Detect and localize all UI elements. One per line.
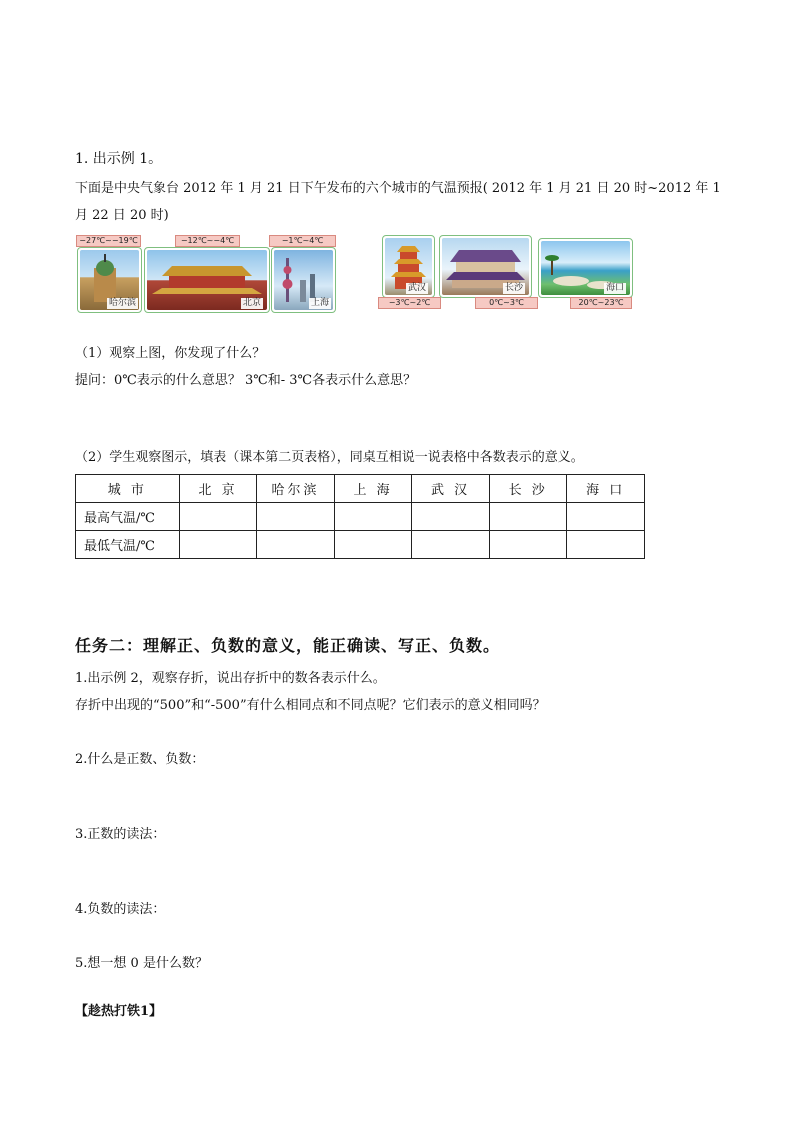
- question-1-prompt: 提问：0℃表示的什么意思？ 3℃和- 3℃各表示什么意思？: [75, 373, 417, 388]
- table-cell[interactable]: [489, 503, 567, 531]
- table-cell[interactable]: [567, 531, 645, 559]
- table-cell[interactable]: [179, 531, 257, 559]
- table-header: 长 沙: [489, 475, 567, 503]
- table-cell[interactable]: [257, 503, 335, 531]
- table-cell[interactable]: [334, 531, 412, 559]
- table-header: 海 口: [567, 475, 645, 503]
- task2-item2: 2.什么是正数、负数：: [75, 752, 205, 767]
- temp-tag: 20℃~23℃: [570, 297, 632, 309]
- city-label: 北京: [242, 298, 261, 308]
- temp-tag: −27℃~−19℃: [76, 235, 141, 247]
- table-header: 上 海: [334, 475, 412, 503]
- city-label: 长沙: [504, 283, 523, 293]
- table-cell[interactable]: [412, 503, 490, 531]
- task2-title: 任务二：理解正、负数的意义，能正确读、写正、负数。: [75, 636, 501, 655]
- question-2: （2）学生观察图示，填表（课本第二页表格），同桌互相说一说表格中各数表示的意义。: [75, 450, 584, 465]
- table-row: [76, 503, 645, 531]
- practice-heading: 【趁热打铁1】: [75, 1004, 163, 1019]
- task2-item1: 1.出示例 2，观察存折，说出存折中的数各表示什么。: [75, 671, 386, 686]
- table-header: 北 京: [179, 475, 257, 503]
- temp-tag: 0℃~3℃: [475, 297, 538, 309]
- temp-tag: −3℃~2℃: [378, 297, 441, 309]
- city-label: 海口: [605, 283, 624, 293]
- temperature-table: [75, 474, 645, 559]
- city-label: 上海: [310, 298, 329, 308]
- temp-tag: −1℃~4℃: [269, 235, 336, 247]
- table-header: 哈尔滨: [257, 475, 335, 503]
- table-header: 城 市: [76, 475, 180, 503]
- table-row: [76, 531, 645, 559]
- intro-text-line2: 月 22 日 20 时): [75, 208, 169, 223]
- task2-item3: 3.正数的读法：: [75, 827, 166, 842]
- table-cell[interactable]: [412, 531, 490, 559]
- task2-item5: 5.想一想 0 是什么数？: [75, 956, 208, 971]
- table-cell[interactable]: [334, 503, 412, 531]
- row-label: 最高气温/℃: [76, 503, 180, 531]
- example-heading: 1. 出示例 1。: [75, 151, 163, 167]
- table-cell[interactable]: [489, 531, 567, 559]
- table-cell[interactable]: [567, 503, 645, 531]
- table-cell[interactable]: [257, 531, 335, 559]
- task2-item4: 4.负数的读法：: [75, 902, 166, 917]
- task2-item1-question: 存折中出现的“500”和“-500”有什么相同点和不同点呢？它们表示的意义相同吗？: [75, 698, 546, 713]
- row-label: 最低气温/℃: [76, 531, 180, 559]
- table-cell[interactable]: [179, 503, 257, 531]
- table-header-row: [76, 475, 645, 503]
- temp-tag: −12℃~−4℃: [175, 235, 240, 247]
- city-label: 武汉: [407, 283, 426, 293]
- city-label: 哈尔滨: [108, 298, 136, 308]
- question-1: （1）观察上图，你发现了什么？: [75, 346, 266, 361]
- intro-text-line1: 下面是中央气象台 2012 年 1 月 21 日下午发布的六个城市的气温预报( 2012 年 1 月 21 日 20 时~2012 年 1: [75, 181, 721, 196]
- table-header: 武 汉: [412, 475, 490, 503]
